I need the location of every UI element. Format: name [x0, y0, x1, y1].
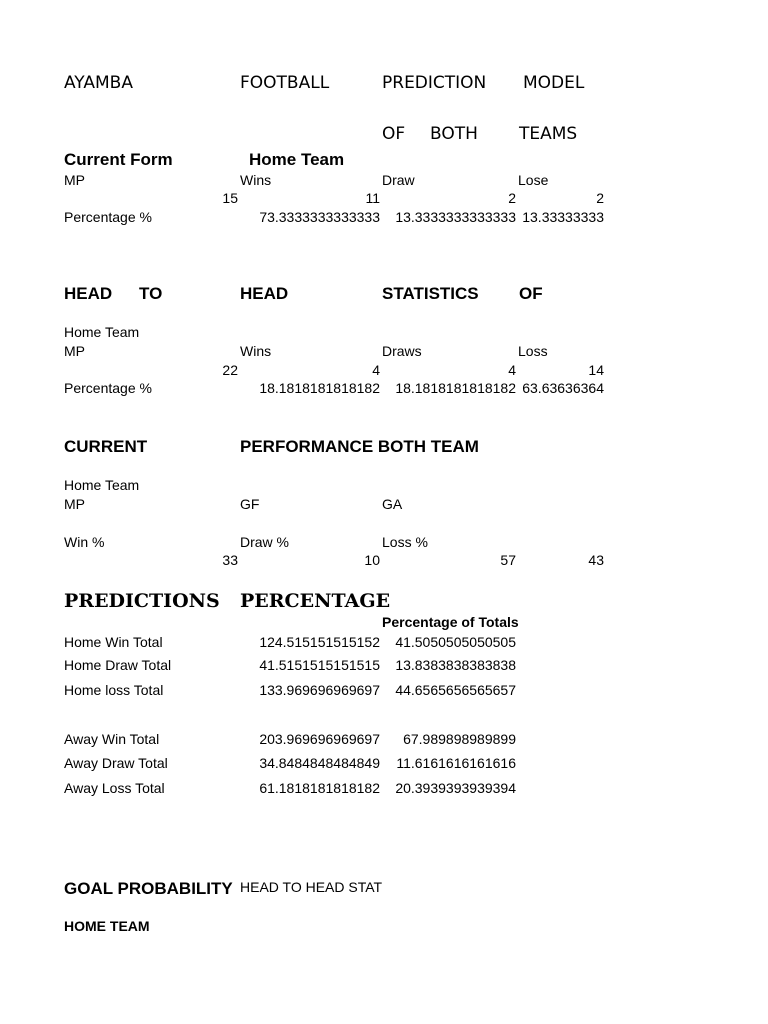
cell-value: 11	[365, 190, 380, 206]
section-heading: PERCENTAGE	[240, 590, 391, 612]
cell-value: 4	[508, 362, 516, 378]
team-label: Home Team	[64, 324, 140, 340]
row-label: Percentage %	[64, 209, 152, 225]
section-heading: STATISTICS	[382, 284, 479, 303]
column-header: MP	[64, 172, 85, 188]
cell-value: 41.5050505050505	[395, 634, 516, 650]
cell-value: 13.33333333	[522, 209, 604, 225]
row-label: Away Draw Total	[64, 755, 168, 771]
column-header: MP	[64, 343, 85, 359]
cell-value: 203.969696969697	[259, 731, 380, 747]
cell-value: 133.969696969697	[259, 682, 380, 698]
column-header: Draws	[382, 343, 422, 359]
column-header: Draw	[382, 172, 415, 188]
section-heading: GOAL PROBABILITY	[64, 879, 233, 898]
title-word: FOOTBALL	[240, 73, 330, 93]
cell-value: 67.989898989899	[403, 731, 516, 747]
cell-value: 10	[364, 552, 380, 568]
column-header: Draw %	[240, 534, 290, 550]
cell-value: 41.5151515151515	[259, 657, 380, 673]
cell-value: 73.3333333333333	[259, 209, 380, 225]
cell-value: 33	[222, 552, 238, 568]
title-word: AYAMBA	[64, 73, 133, 93]
section-heading: HEAD	[240, 284, 289, 303]
cell-value: 15	[222, 190, 238, 206]
column-header: MP	[64, 496, 85, 512]
cell-value: 13.3333333333333	[395, 209, 516, 225]
row-label: Home Draw Total	[64, 657, 172, 673]
cell-value: 2	[596, 190, 604, 206]
section-subheading: Home Team	[249, 150, 345, 169]
section-heading: OF	[519, 284, 543, 303]
title-word: TEAMS	[519, 124, 578, 144]
row-label: Home loss Total	[64, 682, 164, 698]
cell-value: 4	[372, 362, 380, 378]
cell-value: 43	[588, 552, 604, 568]
section-heading: HEAD	[64, 284, 113, 303]
column-header: Win %	[64, 534, 105, 550]
row-label: Percentage %	[64, 380, 152, 396]
section-heading: PERFORMANCE BOTH TEAM	[240, 437, 479, 456]
cell-value: 13.8383838383838	[395, 657, 516, 673]
column-header: Loss	[518, 343, 548, 359]
column-header: Loss %	[382, 534, 428, 550]
cell-value: 57	[500, 552, 516, 568]
column-header: GA	[382, 496, 403, 512]
cell-value: 20.3939393939394	[395, 780, 516, 796]
team-label: HOME TEAM	[64, 918, 150, 934]
cell-value: 124.515151515152	[259, 634, 380, 650]
title-word: MODEL	[523, 73, 585, 93]
section-heading: Current Form	[64, 150, 173, 169]
section-heading: CURRENT	[64, 437, 148, 456]
column-header: Percentage of Totals	[382, 614, 519, 630]
cell-value: 11.6161616161616	[396, 755, 516, 771]
column-header: GF	[240, 496, 260, 512]
title-word: PREDICTION	[382, 73, 487, 93]
cell-value: 14	[588, 362, 604, 378]
section-heading: TO	[139, 284, 163, 303]
row-label: Away Loss Total	[64, 780, 165, 796]
cell-value: 18.1818181818182	[259, 380, 380, 396]
cell-value: 2	[508, 190, 516, 206]
cell-value: 34.8484848484849	[259, 755, 380, 771]
cell-value: 44.6565656565657	[395, 682, 516, 698]
title-word: BOTH	[430, 124, 478, 144]
section-heading: PREDICTIONS	[64, 590, 220, 612]
row-label: Home Win Total	[64, 634, 163, 650]
cell-value: 63.63636364	[522, 380, 604, 396]
section-subheading: HEAD TO HEAD STAT	[240, 879, 383, 895]
column-header: Wins	[240, 343, 272, 359]
column-header: Wins	[240, 172, 272, 188]
title-word: OF	[382, 124, 406, 144]
cell-value: 61.1818181818182	[259, 780, 380, 796]
row-label: Away Win Total	[64, 731, 160, 747]
cell-value: 18.1818181818182	[395, 380, 516, 396]
column-header: Lose	[518, 172, 549, 188]
cell-value: 22	[222, 362, 238, 378]
team-label: Home Team	[64, 477, 140, 493]
